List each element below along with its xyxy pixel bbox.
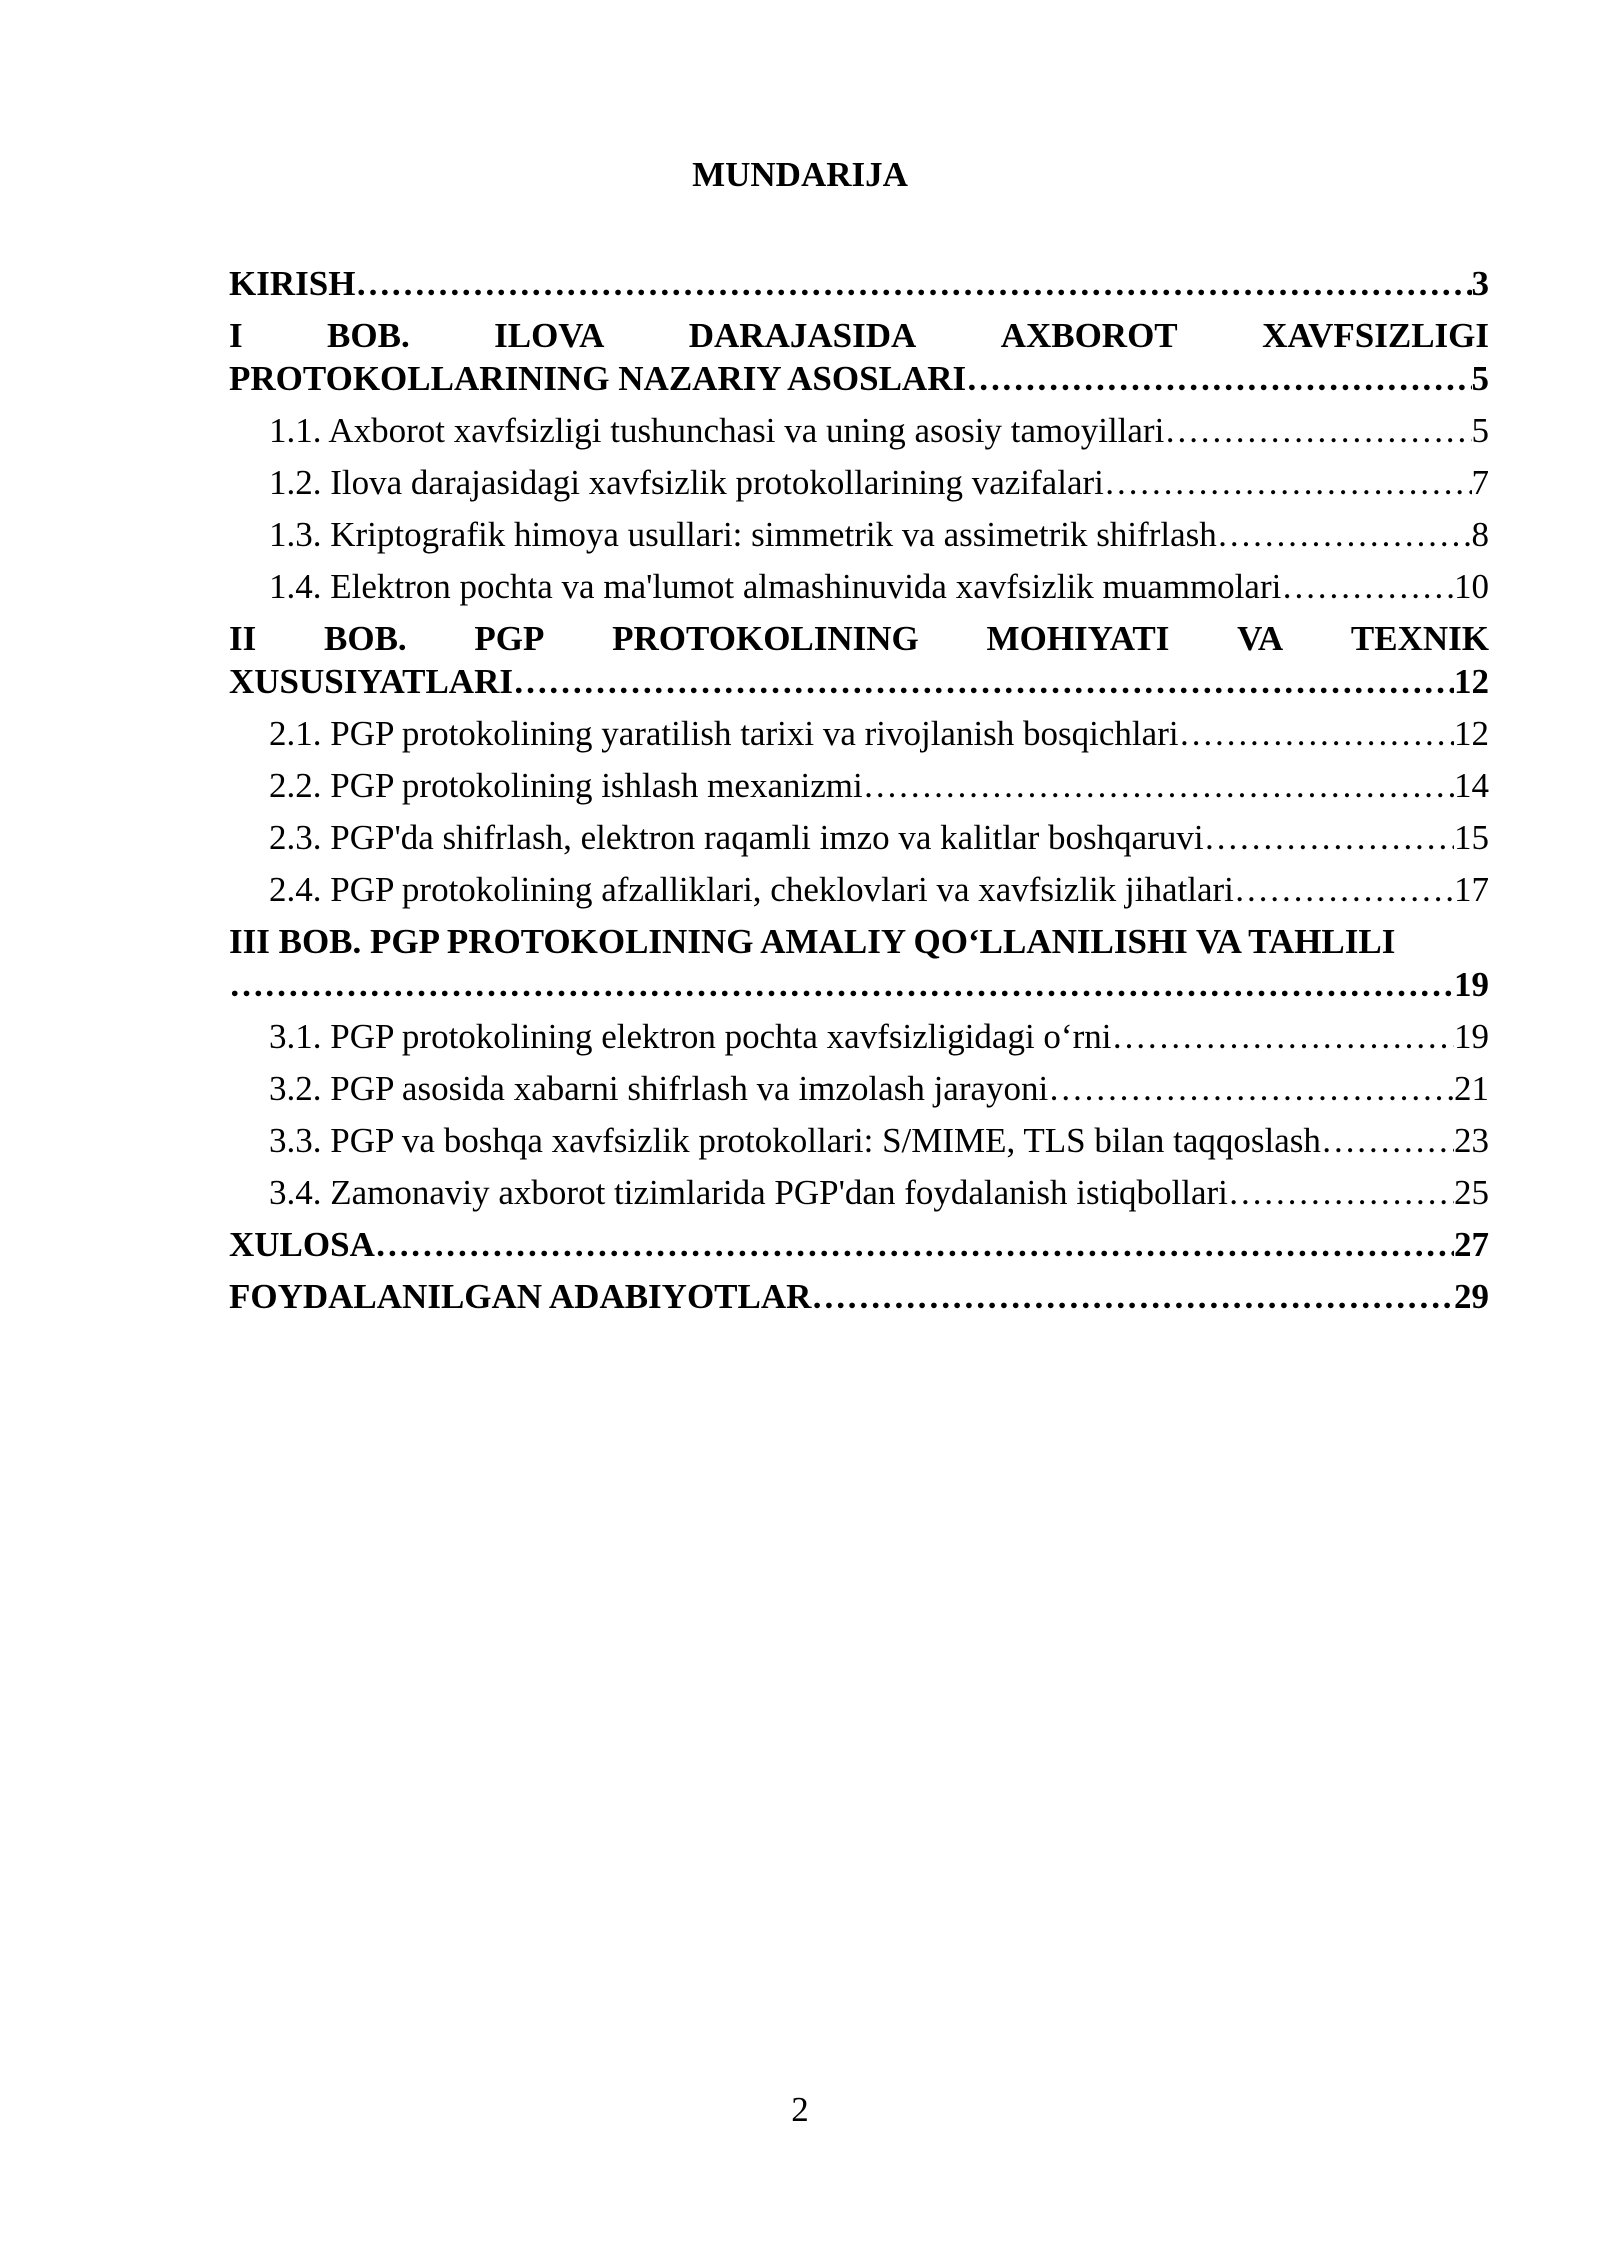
- table-of-contents: [229, 262, 1489, 1327]
- toc-entry-label: 3.2. PGP asosida xabarni shifrlash va imzolash jarayoni: [269, 1069, 1049, 1108]
- toc-entry-section-1-4[interactable]: [229, 565, 1489, 617]
- toc-page-number: 19: [1454, 1017, 1489, 1056]
- chapter-heading-line-1: [229, 920, 1489, 963]
- toc-entry-label: 1.1. Axborot xavfsizligi tushunchasi va uning asosiy tamoyillari: [269, 411, 1165, 450]
- dot-leader: [229, 963, 1454, 1006]
- toc-entry-section-3-2[interactable]: [229, 1067, 1489, 1119]
- chapter-word: VA: [1237, 619, 1284, 658]
- toc-entry-xulosa[interactable]: [229, 1223, 1489, 1275]
- toc-entry-section-2-3[interactable]: [229, 816, 1489, 868]
- toc-page-number: 14: [1454, 766, 1489, 805]
- chapter-heading-text: III BOB. PGP PROTOKOLINING AMALIY QO‘LLANILISHI VA TAHLILI: [229, 922, 1396, 961]
- toc-page-number: 12: [1454, 662, 1489, 701]
- toc-entry-section-2-4[interactable]: [229, 868, 1489, 920]
- toc-entry-label: XULOSA: [229, 1225, 375, 1264]
- toc-entry-label: 1.4. Elektron pochta va ma'lumot almashinuvida xavfsizlik muammolari: [269, 567, 1282, 606]
- dot-leader: [1164, 409, 1471, 461]
- chapter-heading-line-1: [229, 314, 1489, 357]
- dot-leader: [1217, 513, 1472, 565]
- chapter-word: BOB.: [327, 316, 410, 355]
- toc-entry-chapter-1[interactable]: [229, 314, 1489, 400]
- dot-leader: [355, 262, 1471, 314]
- toc-entry-label: 2.1. PGP protokolining yaratilish tarixi va rivojlanish bosqichlari: [269, 714, 1179, 753]
- toc-page-number: 7: [1471, 463, 1489, 502]
- toc-page-number: 5: [1471, 411, 1489, 450]
- toc-entry-label: 3.3. PGP va boshqa xavfsizlik protokollari: S/MIME, TLS bilan taqqoslash: [269, 1121, 1321, 1160]
- toc-entry-chapter-2[interactable]: [229, 617, 1489, 703]
- toc-entry-label: 1.2. Ilova darajasidagi xavfsizlik protokollarining vazifalari: [269, 463, 1104, 502]
- chapter-word: I: [229, 316, 243, 355]
- dot-leader: [863, 764, 1454, 816]
- toc-entry-section-2-2[interactable]: [229, 764, 1489, 816]
- toc-page-number: 25: [1454, 1173, 1489, 1212]
- chapter-word: PROTOKOLINING: [612, 619, 919, 658]
- chapter-word: MOHIYATI: [986, 619, 1170, 658]
- toc-page-number: 19: [1454, 965, 1489, 1004]
- dot-leader: [1321, 1119, 1454, 1171]
- dot-leader: [811, 1275, 1454, 1327]
- toc-page-number: 27: [1454, 1225, 1489, 1264]
- toc-entry-section-1-2[interactable]: [229, 461, 1489, 513]
- toc-entry-section-3-4[interactable]: [229, 1171, 1489, 1223]
- toc-entry-label: 1.3. Kriptografik himoya usullari: simmetrik va assimetrik shifrlash: [269, 515, 1217, 554]
- page-number: 2: [791, 2090, 809, 2129]
- chapter-word: TEXNIK: [1350, 619, 1489, 658]
- dot-leader: [1234, 868, 1454, 920]
- chapter-word: DARAJASIDA: [688, 316, 917, 355]
- dot-leader: [1179, 712, 1454, 764]
- toc-entry-label: 3.1. PGP protokolining elektron pochta xavfsizligidagi o‘rni: [269, 1017, 1112, 1056]
- toc-entry-section-3-1[interactable]: [229, 1015, 1489, 1067]
- toc-entry-label: KIRISH: [229, 264, 356, 303]
- toc-page-number: 5: [1471, 359, 1489, 398]
- dot-leader: [1111, 1015, 1454, 1067]
- toc-entry-label: 2.3. PGP'da shifrlash, elektron raqamli imzo va kalitlar boshqaruvi: [269, 818, 1204, 857]
- chapter-word: ILOVA: [494, 316, 605, 355]
- toc-page-number: 10: [1454, 567, 1489, 606]
- page-title: MUNDARIJA: [692, 155, 908, 194]
- dot-leader: [1228, 1171, 1454, 1223]
- toc-page-number: 8: [1471, 515, 1489, 554]
- chapter-heading-line-2: [229, 660, 1489, 703]
- toc-entry-kirish[interactable]: [229, 262, 1489, 314]
- toc-entry-section-2-1[interactable]: [229, 712, 1489, 764]
- toc-page-number: 23: [1454, 1121, 1489, 1160]
- dot-leader: [513, 660, 1454, 703]
- toc-page-number: 29: [1454, 1277, 1489, 1316]
- dot-leader: [375, 1223, 1454, 1275]
- dot-leader: [1048, 1067, 1454, 1119]
- toc-entry-label: FOYDALANILGAN ADABIYOTLAR: [229, 1277, 812, 1316]
- toc-entry-section-3-3[interactable]: [229, 1119, 1489, 1171]
- chapter-word: XAVFSIZLIGI: [1262, 316, 1489, 355]
- toc-page-number: 3: [1471, 264, 1489, 303]
- toc-entry-label: PROTOKOLLARINING NAZARIY ASOSLARI: [229, 359, 967, 398]
- dot-leader: [1104, 461, 1472, 513]
- toc-entry-chapter-3[interactable]: [229, 920, 1489, 1006]
- toc-entry-section-1-3[interactable]: [229, 513, 1489, 565]
- toc-page-number: 12: [1454, 714, 1489, 753]
- chapter-word: PGP: [474, 619, 545, 658]
- chapter-heading-line-2: [229, 963, 1489, 1006]
- toc-entry-adabiyotlar[interactable]: [229, 1275, 1489, 1327]
- chapter-heading-line-2: [229, 357, 1489, 400]
- chapter-word: AXBOROT: [1000, 316, 1178, 355]
- toc-entry-label: 3.4. Zamonaviy axborot tizimlarida PGP'dan foydalanish istiqbollari: [269, 1173, 1228, 1212]
- chapter-word: II: [229, 619, 257, 658]
- dot-leader: [1204, 816, 1454, 868]
- chapter-heading-line-1: [229, 617, 1489, 660]
- chapter-word: BOB.: [324, 619, 407, 658]
- dot-leader: [966, 357, 1471, 400]
- toc-entry-label: 2.4. PGP protokolining afzalliklari, cheklovlari va xavfsizlik jihatlari: [269, 870, 1234, 909]
- toc-page-number: 21: [1454, 1069, 1489, 1108]
- toc-page-number: 17: [1454, 870, 1489, 909]
- toc-entry-label: XUSUSIYATLARI: [229, 662, 513, 701]
- toc-page-number: 15: [1454, 818, 1489, 857]
- toc-entry-section-1-1[interactable]: [229, 409, 1489, 461]
- toc-entry-label: 2.2. PGP protokolining ishlash mexanizmi: [269, 766, 863, 805]
- dot-leader: [1281, 565, 1454, 617]
